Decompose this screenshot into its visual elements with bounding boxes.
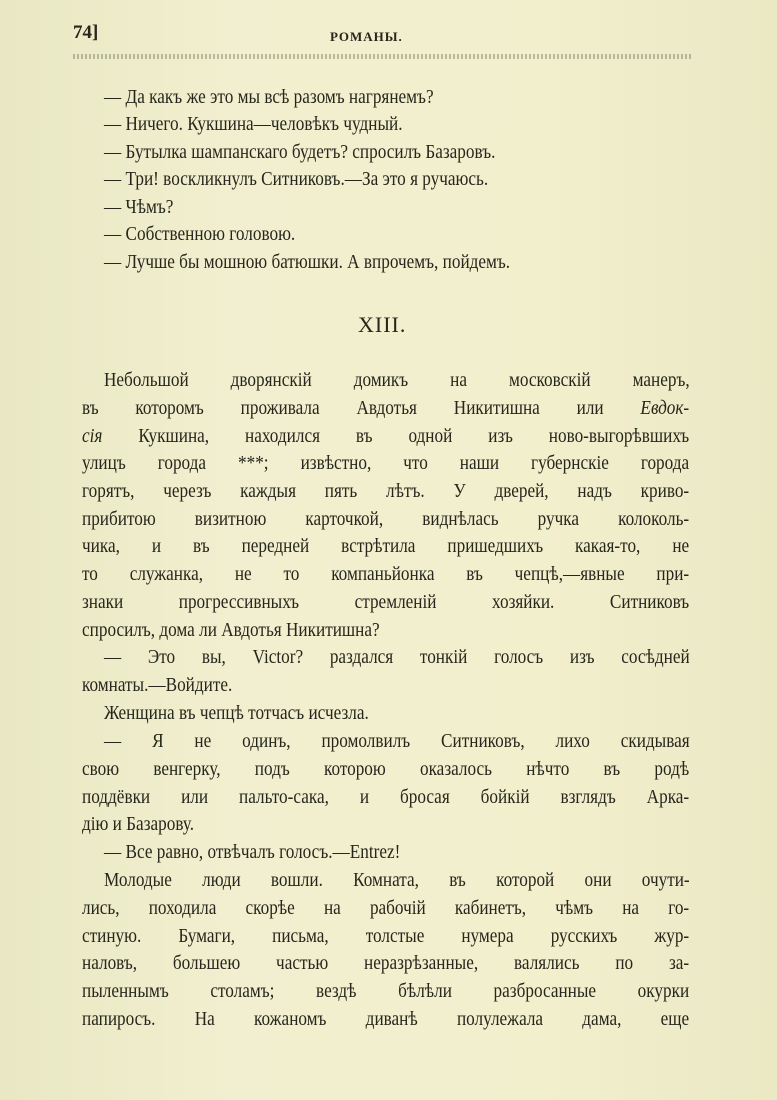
chapter-heading: XIII.: [358, 312, 407, 337]
text-line: дію и Базарову.: [82, 813, 195, 835]
text-line: Женщина въ чепцѣ тотчасъ исчезла.: [104, 702, 369, 724]
text-line: — Я не одинъ, промолвилъ Ситниковъ, лихо скидывая: [104, 730, 690, 752]
text-line: Небольшой дворянскій домикъ на московскій манеръ,: [104, 369, 690, 391]
text-line: сія Кукшина, находился въ одной изъ ново-выгорѣвшихъ: [82, 425, 690, 447]
page-number: 74]: [73, 22, 99, 43]
dialogue-line: — Да какъ же это мы всѣ разомъ нагрянемъ?: [104, 86, 434, 108]
text-line: поддёвки или пальто-сака, и бросая бойкій взглядъ Арка-: [82, 786, 690, 808]
dialogue-line: — Собственною головою.: [104, 223, 296, 245]
dialogue-line: — Чѣмъ?: [104, 196, 174, 218]
text-line: — Это вы, Victor? раздался тонкій голосъ изъ сосѣдней: [104, 646, 690, 668]
text-line: знаки прогрессивныхъ стремленій хозяйки. Ситниковъ: [82, 591, 690, 613]
text-line: папиросъ. На кожаномъ диванѣ полулежала дама, еще: [82, 1008, 690, 1030]
text-line: Молодые люди вошли. Комната, въ которой они очути-: [104, 869, 690, 891]
text-line: улицъ города ***; извѣстно, что наши губернскіе города: [82, 452, 690, 474]
dialogue-line: — Лучше бы мошною батюшки. А впрочемъ, пойдемъ.: [104, 251, 511, 273]
header-rule: [73, 54, 693, 59]
text-line: стиную. Бумаги, письма, толстые нумера русскихъ жур-: [82, 925, 690, 947]
dialogue-line: — Бутылка шампанскаго будетъ? спросилъ Базаровъ.: [104, 141, 496, 163]
dialogue-line: — Три! воскликнулъ Ситниковъ.—За это я ручаюсь.: [104, 168, 489, 190]
text-line: то служанка, не то компаньйонка въ чепцѣ,—явные при-: [82, 563, 690, 585]
text-line: лись, походила скорѣе на рабочій кабинетъ, чѣмъ на го-: [82, 897, 690, 919]
text-line: свою венгерку, подъ которою оказалось нѣчто въ родѣ: [82, 758, 690, 780]
text-line: наловъ, большею частью неразрѣзанные, валялись по за-: [82, 952, 690, 974]
text-line: въ которомъ проживала Авдотья Никитишна или Евдок-: [82, 397, 690, 419]
text-line: пыленнымъ столамъ; вездѣ бѣлѣли разбросанные окурки: [82, 980, 690, 1002]
running-title: РОМАНЫ.: [330, 29, 403, 44]
text-line: чика, и въ передней встрѣтила пришедшихъ какая-то, не: [82, 535, 690, 557]
text-line: прибитою визитною карточкой, виднѣлась ручка колоколь-: [82, 508, 690, 530]
dialogue-line: — Ничего. Кукшина—человѣкъ чудный.: [104, 113, 403, 135]
text-line: — Все равно, отвѣчалъ голосъ.—Entrez!: [104, 841, 401, 863]
text-line: спросилъ, дома ли Авдотья Никитишна?: [82, 619, 380, 641]
text-line: горятъ, черезъ каждыя пять лѣтъ. У дверей, надъ криво-: [82, 480, 690, 502]
text-line: комнаты.—Войдите.: [82, 674, 233, 696]
